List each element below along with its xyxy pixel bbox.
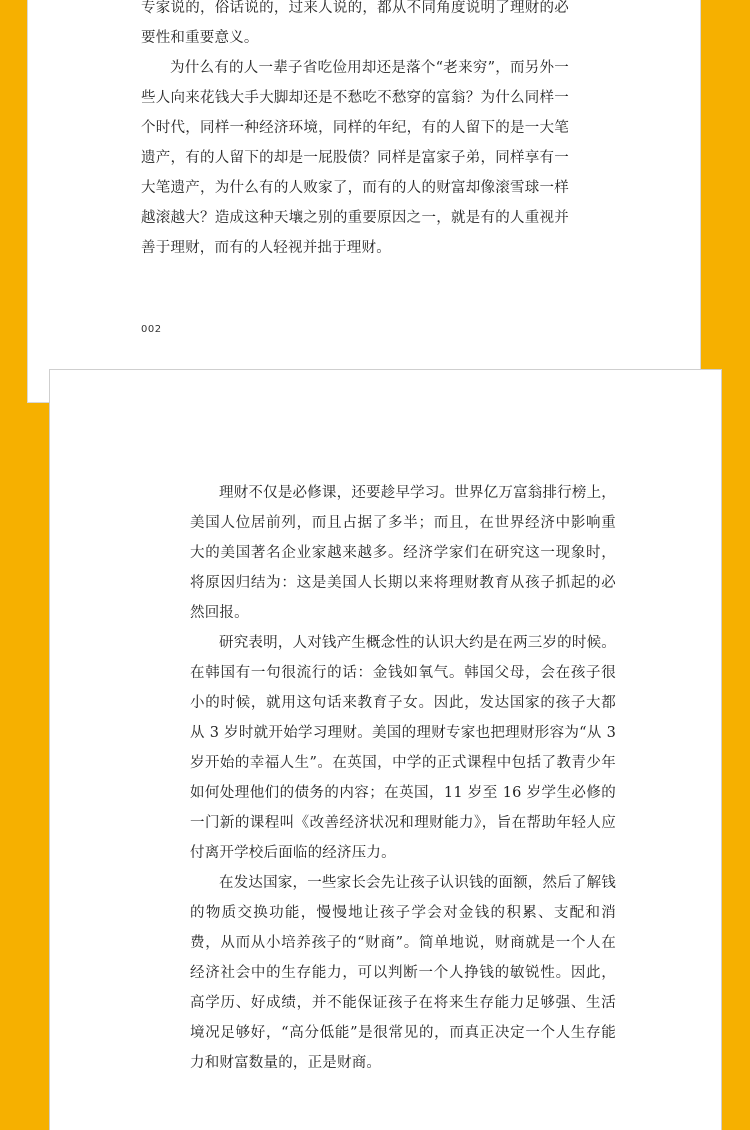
back-paragraph-1: 专家说的，俗话说的，过来人说的，都从不同角度说明了理财的必要性和重要意义。 (141, 0, 569, 46)
front-paragraph-3: 在发达国家，一些家长会先让孩子认识钱的面额，然后了解钱的物质交换功能，慢慢地让孩子学会对金钱的积累、支配和消费，从而从小培养孩子的“财商”。简单地说，财商就是一个人在经济社会中的生存能力，可以判断一个人挣钱的敏锐性。因此，高学历、好成绩，并不能保证孩子在将来生存能力足够强、生活境况足够好，“高分低能”是很常见的，而真正决定一个人生存能力和财富数量的，正是财商。 (190, 875, 616, 1071)
back-page (28, 0, 700, 402)
front-paragraph-2: 研究表明，人对钱产生概念性的认识大约是在两三岁的时候。在韩国有一句很流行的话：金钱如氧气。韩国父母，会在孩子很小的时候，就用这句话来教育子女。因此，发达国家的孩子大都从 3 岁时就开始学习理财。美国的理财专家也把理财形容为“从 3 岁开始的幸福人生”。在英国，中学的正式课程中包括了教青少年如何处理他们的债务的内容；在英国，11 岁至 16 岁学生必修的一门新的课程叫《改善经济状况和理财能力》，旨在帮助年轻人应付离开学校后面临的经济压力。 (190, 635, 616, 861)
back-page-text (141, 0, 569, 263)
page-number: 002 (141, 324, 162, 335)
back-paragraph-2: 为什么有的人一辈子省吃俭用却还是落个“老来穷”，而另外一些人向来花钱大手大脚却还是不愁吃不愁穿的富翁？为什么同样一个时代，同样一种经济环境，同样的年纪，有的人留下的是一大笔遗产，有的人留下的却是一屁股债？同样是富家子弟，同样享有一大笔遗产，为什么有的人败家了，而有的人的财富却像滚雪球一样越滚越大？造成这种天壤之别的重要原因之一，就是有的人重视并善于理财，而有的人轻视并拙于理财。 (141, 60, 569, 256)
front-paragraph-1: 理财不仅是必修课，还要趁早学习。世界亿万富翁排行榜上，美国人位居前列，而且占据了多半；而且，在世界经济中影响重大的美国著名企业家越来越多。经济学家们在研究这一现象时，将原因归结为：这是美国人长期以来将理财教育从孩子抓起的必然回报。 (190, 485, 616, 621)
front-page (50, 370, 721, 1130)
front-page-text (190, 478, 616, 1078)
